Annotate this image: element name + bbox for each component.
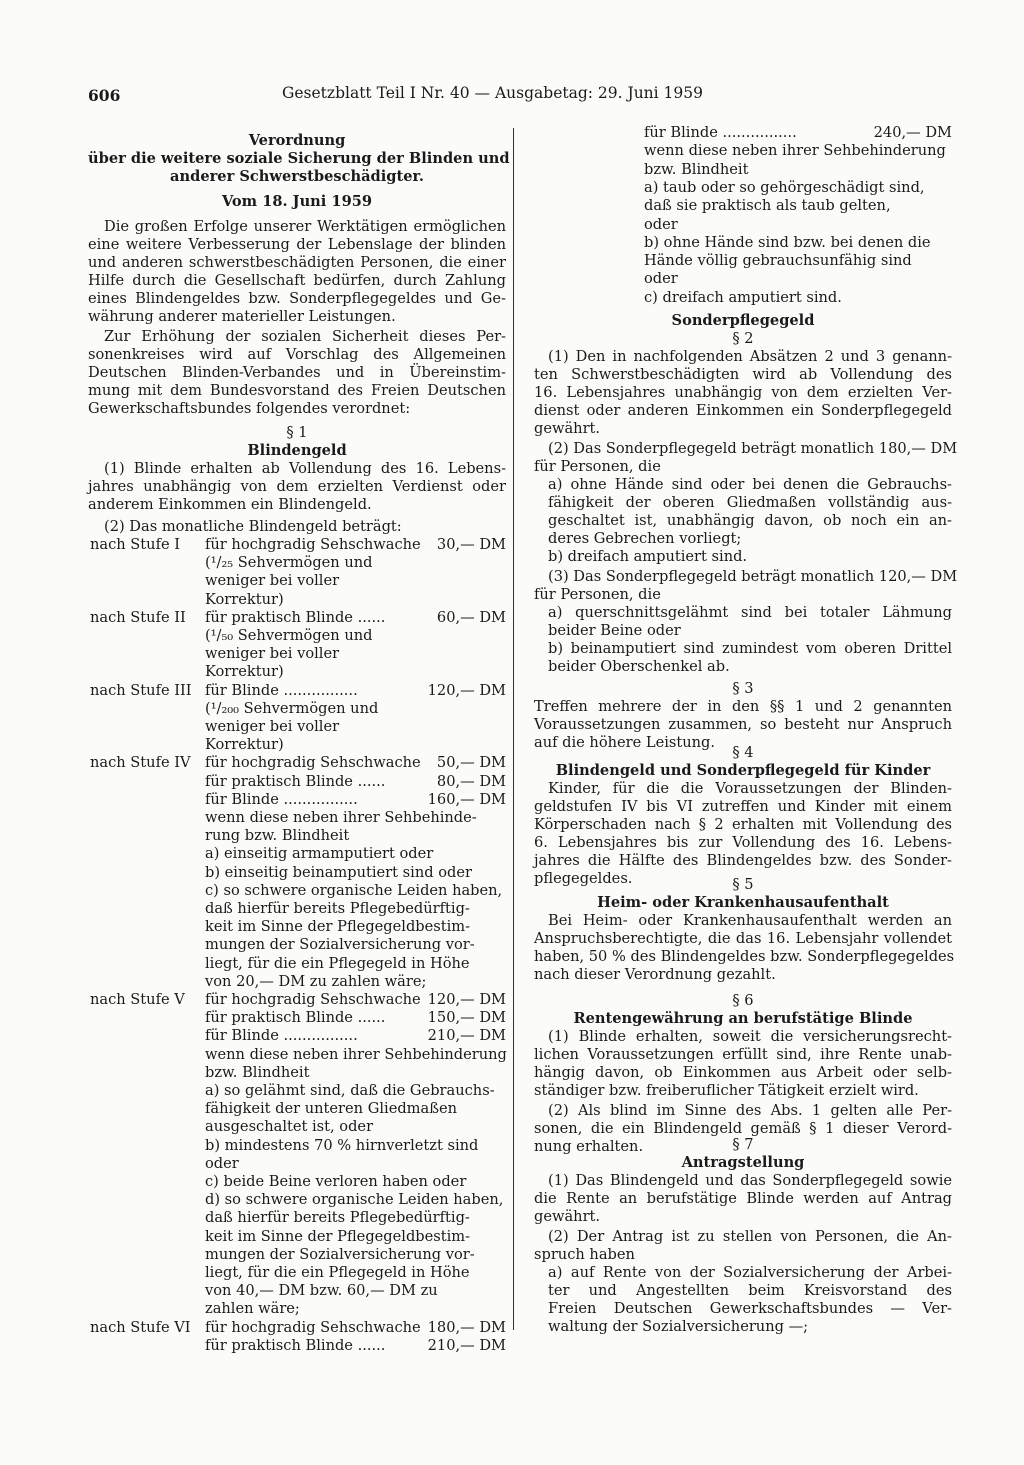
section-1-title: Blindengeld [247,442,347,459]
rate-description: oder [644,270,678,288]
rate-description: (¹/₂₀₀ Sehvermögen und [205,699,379,717]
rate-description: b) mindestens 70 % hirnverletzt sind [205,1136,479,1154]
rate-stufe-label: nach Stufe IV [90,754,191,772]
rate-amount: 60,— DM [436,608,506,626]
rate-description: keit im Sinne der Pflegegeldbestim- [205,918,471,936]
section-4-number: § 4 [732,744,754,761]
rate-description: Korrektur) [205,736,284,754]
section-5-title: Heim- oder Krankenhausaufenthalt [597,894,889,911]
rate-description: daß hierfür bereits Pflegebedürftig- [205,1209,470,1227]
document-page: 606 Gesetzblatt Teil I Nr. 40 — Ausgabetag: 29. Juni 1959 Verordnung über die weitere soziale Sicherung der Blinden und anderer Schwerstbeschädigter. Vom 18. Juni 1959 Die großen Erfolge unserer Werktätigen ermöglichen eine weitere Verbesserung der Lebenslage der blinden und anderen schwerstbeschädigten Personen, die einer Hilfe durch die Gesellschaft bedürfen, durch Zahlung eines Blindengeldes bzw. Sonderpflegegeldes und Ge- währung anderer materieller Leistungen. Zur Erhöhung der sozialen Sicherheit dieses Per- sonenkreises wird auf Vorschlag des Allgemeinen Deutschen Blinden-Verbandes und in Übereinstim- mung mit dem Bundesvorstand des Freien Deutschen Gewerkschaftsbundes folgendes verordnet: § 1 Blindengeld (1) Blinde erhalten ab Vollendung des 16. Lebens- jahres unabhängig von dem erzielten Verdienst oder anderem Einkommen ein Blindengeld. (2) Das monatliche Blindengeld beträgt: nach Stufe I für hochgradig Sehschwache 30,— DM (¹/₂₅ Sehvermögen und weniger bei voller Korrektur) nach Stufe II für praktisch Blinde ...... 60,— DM (¹/₅₀ Sehvermögen und weniger bei voller Korrektur) nach Stufe III für Blinde ................ 120,— DM (¹/₂₀₀ Sehvermögen und weniger bei voller Korrektur) nach Stufe IV für hochgradig Sehschwache 50,— DM für praktisch Blinde ...... 80,— DM für Blinde ................ 160,— DM wenn diese neben ihrer Sehbehinde- rung bzw. Blindheit a) einseitig armamputiert oder b) einseitig beinamputiert sind oder c) so schwere organische Leiden haben, daß hierfür bereits Pflegebedürftig- keit im Sinne der Pflegegeldbestim- mungen der Sozialversicherung vor- liegt, für die ein Pflegegeld in Höhe von 20,— DM zu zahlen wäre; nach Stufe V für hochgradig Sehschwache 120,— DM für praktisch Blinde ...... 150,— DM für Blinde ................ 210,— DM wenn diese neben ihrer Sehbehinderung bzw. Blindheit a) so gelähmt sind, daß die Gebrauchs- fähigkeit der unteren Gliedmaßen ausgeschaltet ist, oder b) mindestens 70 % hirnverletzt sind oder c) beide Beine verloren haben oder d) so schwere organische Leiden haben, daß hierfür bereits Pflegebedürftig- keit im Sinne der Pflegegeldbestim- mungen der Sozialversicherung vor- liegt, für die ein Pflegegeld in Höhe von 40,— DM bzw. 60,— DM zu zahlen wäre; nach Stufe VI für hochgradig Sehschwache 180,— DM für praktisch Blinde ...... 210,— DM für Blinde ................ 240,— DM wenn diese neben ihrer Sehbehinderung bzw. Blindheit a) taub oder so gehörgeschädigt sind, daß sie praktisch als taub gelten, oder b) ohne Hände sind bzw. bei denen die Hände völlig gebrauchsunfähig sind oder c) dreifach amputiert sind. Sonderpflegegeld § 2 (1) Den in nachfolgenden Absätzen 2 und 3 genann- ten Schwerstbeschädigten wird ab Vollendung des 16. Lebensjahres unabhängig von dem erzielten Ver- dienst oder anderen Einkommen ein Sonderpflegegeld gewährt. (2) Das Sonderpflegegeld beträgt monatlich 180,— DM für Personen, die a) ohne Hände sind oder bei denen die Gebrauchs- fähigkeit der oberen Gliedmaßen vollständig aus- geschaltet ist, unabhängig davon, ob noch ein an- deres Gebrechen vorliegt; b) dreifach amputiert sind. (3) Das Sonderpflegegeld beträgt monatlich 120,— DM für Personen, die a) querschnittsgelähmt sind bei totaler Lähmung beider Beine oder b) beinamputiert sind zumindest vom oberen Drittel beider Oberschenkel ab. § 3 Treffen mehrere der in den §§ 1 und 2 genannten Voraussetzungen zusammen, so besteht nur Anspruch auf die höhere Leistung. § 4 Blindengeld und Sonderpflegegeld für Kinder Kinder, für die die Voraussetzungen der Blinden- geldstufen IV bis VI zutreffen und Kinder mit einem Körperschaden nach § 2 erhalten mit Vollendung des 6. Lebensjahres bis zur Vollendung des 16. Lebens- jahres die Hälfte des Blindengeldes bzw. des Sonder- pflegegeldes. § 5 Heim- oder Krankenhausaufenthalt Bei Heim- oder Krankenhausaufenthalt werden an Anspruchsberechtigte, die das 16. Lebensjahr vollendet haben, 50 % des Blindengeldes bzw. Sonderpflegegeldes nach dieser Verordnung gezahlt. § 6 Rentengewährung an berufstätige Blinde (1) Blinde erhalten, soweit die versicherungsrecht- lichen Voraussetzungen erfüllt sind, ihre Rente unab- hängig davon, ob Einkommen aus Arbeit oder selb- ständiger bzw. freiberuflicher Tätigkeit erzielt wird. (2) Als blind im Sinne des Abs. 1 gelten alle Per- sonen, die ein Blindengeld gemäß § 1 dieser Verord- nung erhalten. § 7 Antragstellung (1) Das Blindengeld und das Sonderpflegegeld sowie die Rente an berufstätige Blinde werden auf Antrag gewährt. (2) Der Antrag ist zu stellen von Personen, die An- spruch haben a) auf Rente von der Sozialversicherung der Arbei- ter und Angestellten beim Kreisvorstand des Freien Deutschen Gewerkschaftsbundes — Ver- waltung der Sozialversicherung —; [0,0,1024,1465]
title-line-3: anderer Schwerstbeschädigter. [170,168,424,185]
blindengeld-rates-table [88,536,506,1356]
rate-stufe-label: nach Stufe I [90,536,181,553]
rate-description: bzw. Blindheit [205,1063,310,1081]
section-7-title: Antragstellung [681,1154,805,1171]
rate-description: von 40,— DM bzw. 60,— DM zu [205,1282,438,1300]
rate-stufe-label: nach Stufe V [90,991,185,1008]
title-line-2: über die weitere soziale Sicherung der Blinden und [88,150,510,167]
rate-description: wenn diese neben ihrer Sehbehinde- [205,809,477,826]
rate-description: daß hierfür bereits Pflegebedürftig- [205,900,470,917]
rate-description: fähigkeit der unteren Gliedmaßen [205,1100,457,1118]
section-7-number: § 7 [732,1136,754,1153]
section-1-paragraph-2: (2) Das monatliche Blindengeld beträgt: [104,518,402,535]
rate-description: weniger bei voller [205,718,340,735]
section-5-number: § 5 [732,876,754,893]
rate-description: für hochgradig Sehschwache [205,991,421,1008]
rate-description: für hochgradig Sehschwache [205,1318,421,1336]
rate-description: rung bzw. Blindheit [205,827,350,845]
rate-description: b) einseitig beinamputiert sind oder [205,863,472,881]
section-6-title: Rentengewährung an berufstätige Blinde [573,1010,913,1027]
rate-description: liegt, für die ein Pflegegeld in Höhe [205,1264,470,1281]
rate-description: bzw. Blindheit [644,160,749,178]
rate-description: liegt, für die ein Pflegegeld in Höhe [205,954,470,972]
section-1-number: § 1 [286,424,308,441]
rate-description: mungen der Sozialversicherung vor- [205,1245,475,1263]
rate-description: a) so gelähmt sind, daß die Gebrauchs- [205,1082,495,1099]
section-2-title: Sonderpflegegeld [671,312,815,329]
rate-description: für hochgradig Sehschwache [205,536,421,553]
page-number: 606 [88,86,121,105]
rate-description: für praktisch Blinde ...... [205,772,386,790]
rate-amount: 120,— DM [427,681,506,699]
section-2-number: § 2 [732,330,754,347]
rate-description: weniger bei voller [205,645,340,663]
rate-description: für Blinde ................ [205,1027,358,1045]
rate-description: Hände völlig gebrauchsunfähig sind [644,252,912,270]
rate-amount: 240,— DM [873,124,952,141]
rate-description: keit im Sinne der Pflegegeldbestim- [205,1227,471,1245]
rate-description: weniger bei voller [205,572,340,590]
rate-description: wenn diese neben ihrer Sehbehinderung [205,1045,507,1063]
rate-description: c) beide Beine verloren haben oder [205,1173,467,1190]
rate-stufe-label: nach Stufe VI [90,1318,191,1336]
column-divider [513,128,514,1330]
rate-amount: 210,— DM [427,1027,506,1045]
rate-description: für hochgradig Sehschwache [205,754,421,772]
rate-description: (¹/₅₀ Sehvermögen und [205,627,373,644]
rate-stufe-label: nach Stufe II [90,608,186,626]
rate-description: für praktisch Blinde ...... [205,1009,386,1027]
rate-description: b) ohne Hände sind bzw. bei denen die [644,233,931,251]
rate-amount: 210,— DM [427,1336,506,1354]
rate-description: ausgeschaltet ist, oder [205,1118,374,1136]
rate-description: Korrektur) [205,590,284,608]
rate-description: (¹/₂₅ Sehvermögen und [205,554,373,572]
rate-description: für Blinde ................ [644,124,797,141]
rate-amount: 180,— DM [427,1318,506,1336]
section-4-title: Blindengeld und Sonderpflegegeld für Kinder [555,762,931,779]
rate-description: von 20,— DM zu zahlen wäre; [205,972,427,990]
rate-description: c) dreifach amputiert sind. [644,288,842,306]
rate-description: mungen der Sozialversicherung vor- [205,936,475,954]
rate-amount: 80,— DM [436,772,506,790]
rate-stufe-label: nach Stufe III [90,681,192,699]
section-3-number: § 3 [732,680,754,697]
rate-description: daß sie praktisch als taub gelten, [644,197,891,215]
rate-description: für praktisch Blinde ...... [205,1336,386,1354]
rate-description: d) so schwere organische Leiden haben, [205,1191,504,1209]
rate-description: Korrektur) [205,663,284,681]
rate-description: c) so schwere organische Leiden haben, [205,881,503,899]
rate-description: wenn diese neben ihrer Sehbehinderung [644,142,946,160]
rate-amount: 30,— DM [436,536,506,553]
rate-description: für Blinde ................ [205,681,358,699]
decree-date: Vom 18. Juni 1959 [221,193,373,210]
stufe-vi-continuation [534,124,952,308]
rate-description: oder [205,1154,239,1172]
rate-amount: 150,— DM [427,1009,506,1027]
rate-description: für Blinde ................ [205,790,358,808]
rate-amount: 120,— DM [427,991,506,1008]
page-header-title: Gesetzblatt Teil I Nr. 40 — Ausgabetag: 29. Juni 1959 [282,84,703,102]
rate-description: oder [644,215,678,233]
rate-description: zahlen wäre; [205,1300,300,1318]
rate-amount: 160,— DM [427,790,506,808]
rate-description: für praktisch Blinde ...... [205,608,386,626]
title-line-1: Verordnung [248,132,346,149]
rate-amount: 50,— DM [436,754,506,772]
rate-description: a) taub oder so gehörgeschädigt sind, [644,178,925,196]
section-6-number: § 6 [732,992,754,1009]
rate-description: a) einseitig armamputiert oder [205,845,434,863]
